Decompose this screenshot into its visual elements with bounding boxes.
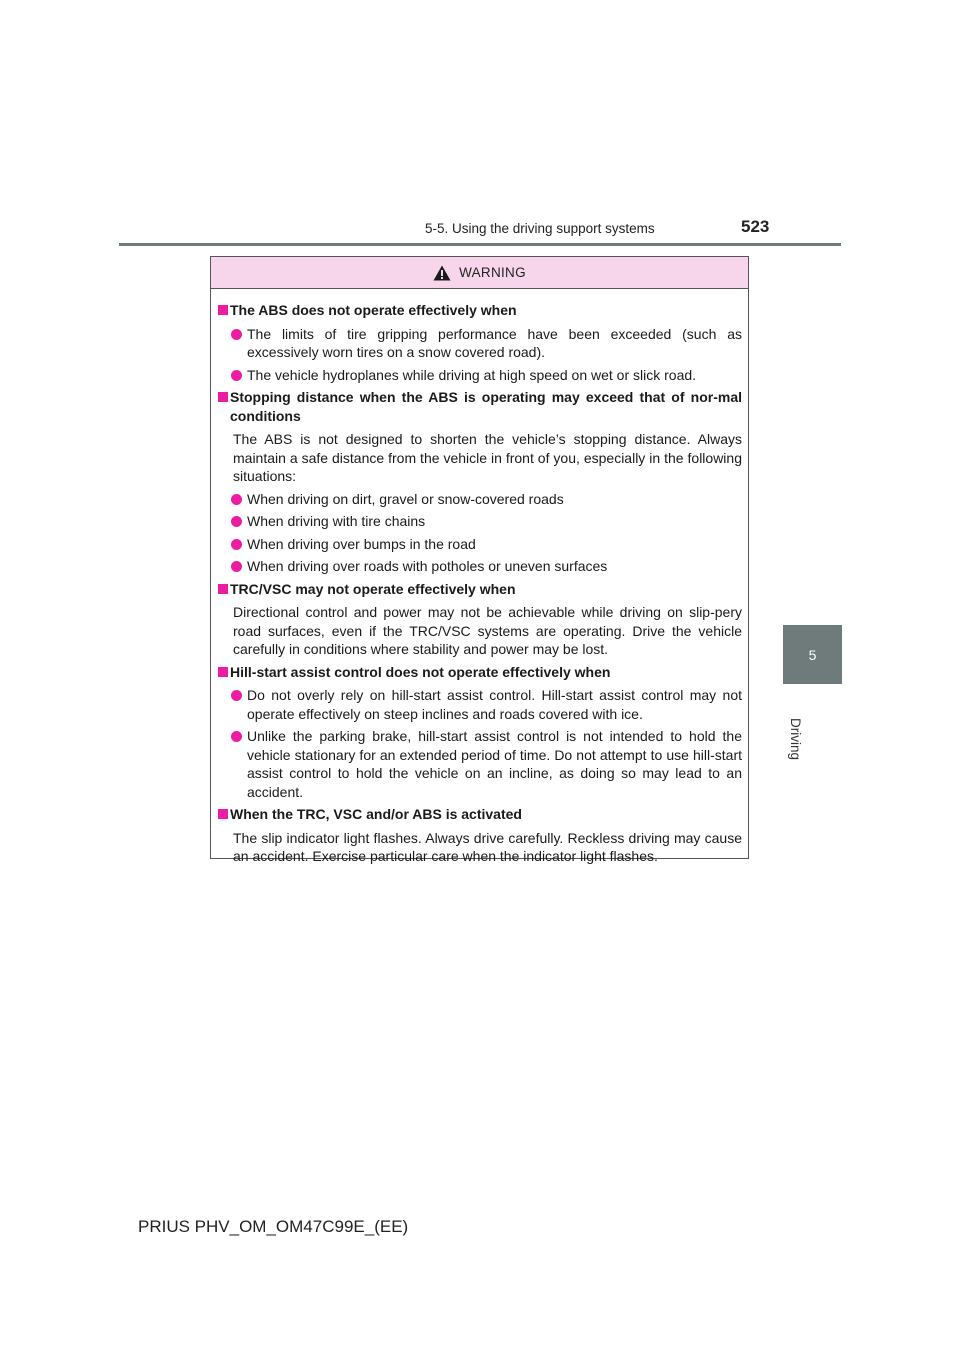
page-number: 523 [741,217,770,236]
warning-triangle-icon [433,265,451,281]
square-bullet-icon [218,305,228,315]
list-item: When driving over bumps in the road [217,535,742,554]
list-item: When driving with tire chains [217,512,742,531]
section-heading: Hill-start assist control does not operate effectively when [217,663,742,682]
round-bullet-icon [231,370,242,381]
round-bullet-icon [231,690,242,701]
list-item: Do not overly rely on hill-start assist control. Hill-start assist control may not operate effectively on steep inclines and roads covered with ice. [217,686,742,723]
list-item: Unlike the parking brake, hill-start assist control is not intended to hold the vehicle stationary for an extended period of time. Do not attempt to use hill-start assist control to hold the vehicle on an incline, as doing so may lead to an accident. [217,727,742,801]
section-heading: When the TRC, VSC and/or ABS is activated [217,805,742,824]
round-bullet-icon [231,731,242,742]
section-heading: Stopping distance when the ABS is operating may exceed that of nor-mal conditions [217,388,742,425]
section-heading: TRC/VSC may not operate effectively when [217,580,742,599]
section-heading: The ABS does not operate effectively when [217,301,742,320]
section-title: 5-5. Using the driving support systems [425,221,655,236]
chapter-number: 5 [808,646,817,663]
warning-title: WARNING [459,265,526,280]
square-bullet-icon [218,809,228,819]
chapter-label: Driving [788,718,803,761]
warning-body [211,289,748,866]
list-item: The vehicle hydroplanes while driving at high speed on wet or slick road. [217,366,742,385]
warning-box [210,256,749,864]
round-bullet-icon [231,539,242,550]
list-item: The limits of tire gripping performance have been exceeded (such as excessively worn tires on a snow covered road). [217,325,742,362]
round-bullet-icon [231,516,242,527]
square-bullet-icon [218,667,228,677]
list-item: When driving on dirt, gravel or snow-covered roads [217,490,742,509]
paragraph: Directional control and power may not be achievable while driving on slip-pery road surfaces, even if the TRC/VSC systems are operating. Drive the vehicle carefully in conditions where stability and power may be lost. [233,604,742,657]
round-bullet-icon [231,561,242,572]
warning-header [211,257,748,289]
round-bullet-icon [231,494,242,505]
paragraph: The ABS is not designed to shorten the vehicle’s stopping distance. Always maintain a safe distance from the vehicle in front of you, especially in the following situations: [233,431,742,484]
square-bullet-icon [218,392,228,402]
header-divider [119,243,841,246]
paragraph: The slip indicator light flashes. Always drive carefully. Reckless driving may cause an accident. Exercise particular care when the indicator light flashes. [233,829,742,864]
document-id: PRIUS PHV_OM_OM47C99E_(EE) [138,1217,409,1236]
list-item: When driving over roads with potholes or uneven surfaces [217,557,742,576]
round-bullet-icon [231,329,242,340]
chapter-tab [783,625,842,684]
square-bullet-icon [218,584,228,594]
